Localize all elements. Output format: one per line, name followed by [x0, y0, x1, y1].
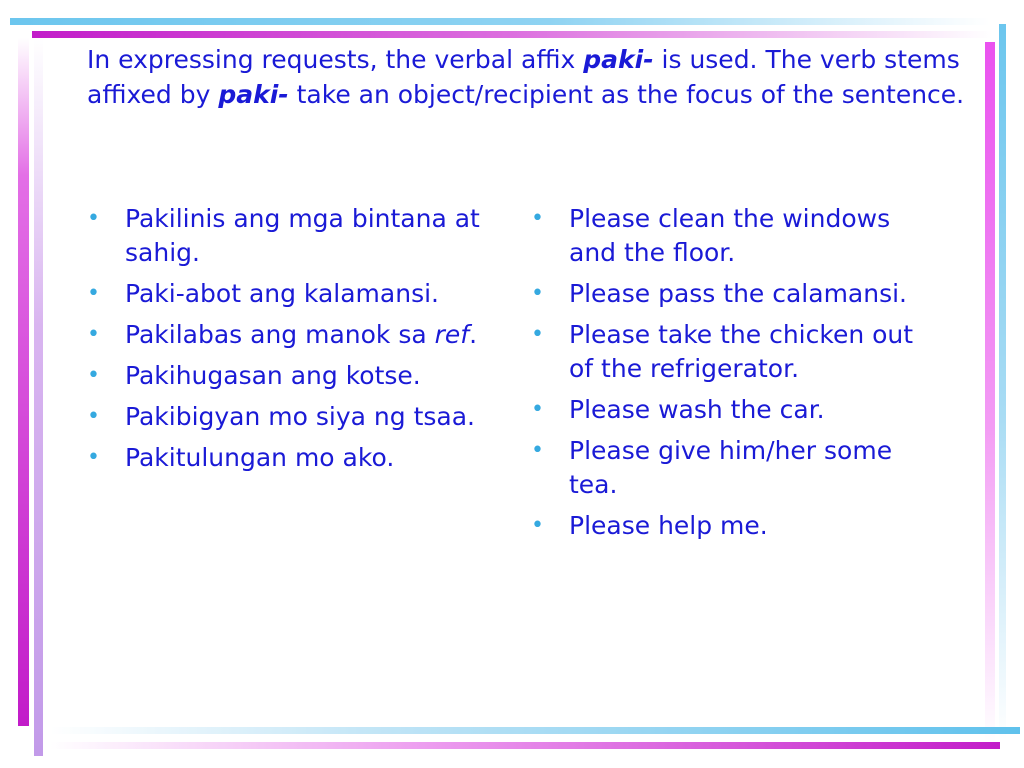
- english-item: [531, 202, 931, 270]
- title-affix-2: paki-: [218, 80, 289, 109]
- tagalog-text: Pakilabas ang manok sa: [125, 320, 435, 349]
- tagalog-item: [87, 359, 507, 393]
- title-text-2: is used. The verb stems affixed by: [87, 45, 960, 109]
- tagalog-trailing-punct: .: [469, 320, 478, 349]
- frame-bar-bottom-magenta: [50, 742, 1000, 749]
- frame-bar-top-cyan: [10, 18, 990, 25]
- tagalog-item: [87, 441, 507, 475]
- english-item: [531, 509, 931, 543]
- bullet-icon: •: [87, 445, 100, 470]
- bullet-icon: •: [87, 322, 100, 347]
- tagalog-item: [87, 277, 507, 311]
- bullet-icon: •: [87, 281, 100, 306]
- english-list: [531, 202, 931, 550]
- bullet-icon: •: [531, 206, 544, 231]
- english-text: Please give him/her some tea.: [569, 436, 893, 499]
- bullet-icon: •: [87, 404, 100, 429]
- english-text: Please wash the car.: [569, 395, 825, 424]
- tagalog-item: [87, 202, 507, 270]
- english-item: [531, 277, 931, 311]
- english-item: [531, 393, 931, 427]
- frame-bar-bottom-cyan: [50, 727, 1020, 734]
- title-text-1: In expressing requests, the verbal affix: [87, 45, 584, 74]
- bullet-icon: •: [87, 363, 100, 388]
- title-affix-1: paki-: [583, 45, 654, 74]
- tagalog-text: Pakibigyan mo siya ng tsaa.: [125, 402, 475, 431]
- english-text: Please help me.: [569, 511, 768, 540]
- tagalog-text: Paki-abot ang kalamansi.: [125, 279, 439, 308]
- tagalog-list: [87, 202, 507, 482]
- bullet-icon: •: [531, 322, 544, 347]
- frame-bar-right-cyan: [999, 24, 1006, 739]
- frame-bar-right-magenta: [985, 42, 995, 742]
- tagalog-text: Pakihugasan ang kotse.: [125, 361, 421, 390]
- english-text: Please take the chicken out of the refrigerator.: [569, 320, 914, 383]
- bullet-icon: •: [531, 513, 544, 538]
- tagalog-item: [87, 400, 507, 434]
- tagalog-text: Pakilinis ang mga bintana at sahig.: [125, 204, 480, 267]
- tagalog-text: Pakitulungan mo ako.: [125, 443, 395, 472]
- slide-title: [87, 42, 967, 112]
- frame-bar-left-magenta: [18, 38, 29, 726]
- english-text: Please pass the calamansi.: [569, 279, 908, 308]
- frame-bar-left-lavender: [34, 38, 43, 756]
- bullet-icon: •: [531, 438, 544, 463]
- english-item: [531, 434, 931, 502]
- tagalog-italic-word: ref: [434, 320, 470, 349]
- frame-bar-top-magenta: [32, 31, 992, 38]
- english-item: [531, 318, 931, 386]
- english-text: Please clean the windows and the floor.: [569, 204, 891, 267]
- bullet-icon: •: [531, 397, 544, 422]
- bullet-icon: •: [531, 281, 544, 306]
- title-text-3: take an object/recipient as the focus of the sentence.: [288, 80, 965, 109]
- bullet-icon: •: [87, 206, 100, 231]
- tagalog-item: [87, 318, 507, 352]
